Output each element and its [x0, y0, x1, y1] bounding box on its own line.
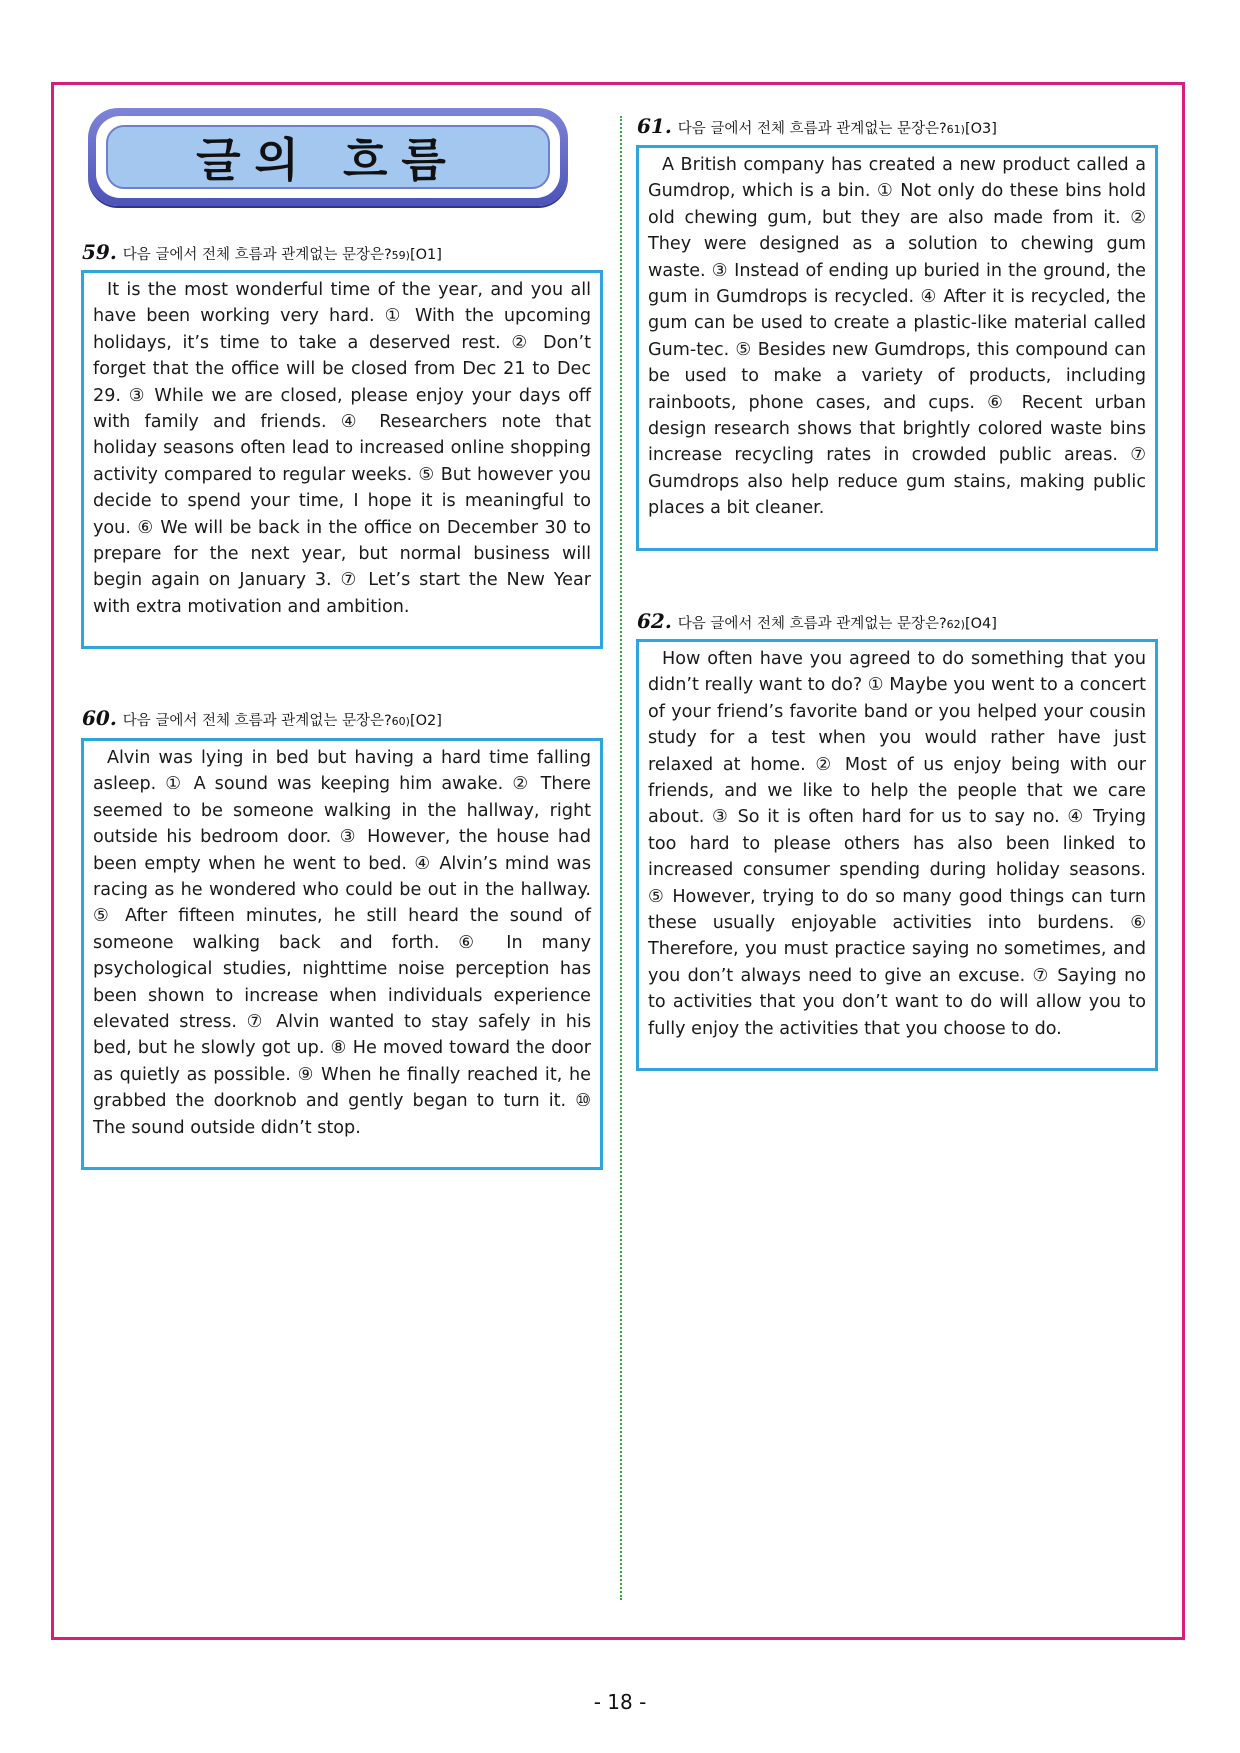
column-divider	[620, 116, 622, 1600]
footnote-ref: 61)	[946, 123, 965, 136]
question-number: 59.	[82, 240, 117, 264]
passage-text: Alvin was lying in bed but having a hard time falling asleep. ① A sound was keeping him awake. ② There seemed to be someone walking in the hallway, right outside his bedroom door. ③ However, the house had been empty when he went to bed. ④ Alvin’s mind was racing as he wondered who could be out in the hallway. ⑤ After fifteen minutes, he still heard the sound of someone walking back and forth. ⑥ In many psychological studies, nighttime noise perception has been shown to increase when individuals experience elevated stress. ⑦ Alvin wanted to stay safely in his bed, but he slowly got up. ⑧ He moved toward the door as quietly as possible. ⑨ When he finally reached it, he grabbed the doorknob and gently began to turn it. ⑩ The sound outside didn’t stop.	[93, 748, 591, 1138]
question-60-passage	[81, 738, 603, 1170]
question-62-header	[637, 609, 997, 633]
question-prompt: 다음 글에서 전체 흐름과 관계없는 문장은?	[677, 121, 947, 137]
question-number: 61.	[637, 114, 672, 138]
question-prompt: 다음 글에서 전체 흐름과 관계없는 문장은?	[122, 713, 392, 729]
footnote-ref: 60)	[391, 715, 410, 728]
question-code: [O2]	[409, 713, 442, 729]
passage-text: How often have you agreed to do something that you didn’t really want to do? ① Maybe you went to a concert of your friend’s favorite band or you helped your cousin study for a test when you would rather have just relaxed at home. ② Most of us enjoy being with our friends, and we like to help the people that we care about. ③ So it is often hard for us to say no. ④ Trying too hard to please others has also been linked to increased consumer spending during holiday seasons. ⑤ However, trying to do so many good things can turn these usually enjoyable activities into burdens. ⑥ Therefore, you must practice saying no sometimes, and you don’t always need to give an excuse. ⑦ Saying no to activities that you don’t want to do will allow you to fully enjoy the activities that you choose to do.	[648, 649, 1146, 1039]
question-prompt: 다음 글에서 전체 흐름과 관계없는 문장은?	[122, 247, 392, 263]
question-61-header	[637, 114, 997, 138]
passage-text: A British company has created a new product called a Gumdrop, which is a bin. ① Not only do these bins hold old chewing gum, but they are also made from it. ② They were designed as a solution to chewing gum waste. ③ Instead of ending up buried in the ground, the gum in Gumdrops is recycled. ④ After it is recycled, the gum can be used to create a plastic-like material called Gum-tec. ⑤ Besides new Gumdrops, this compound can be used to make a variety of products, including rainboots, phone cases, and cups. ⑥ Recent urban design research shows that brightly colored waste bins increase recycling rates in crowded public areas. ⑦ Gumdrops also help reduce gum stains, making public places a bit cleaner.	[648, 155, 1146, 519]
passage-text: It is the most wonderful time of the year, and you all have been working very hard. ① With the upcoming holidays, it’s time to take a deserved rest. ② Don’t forget that the office will be closed from Dec 21 to Dec 29. ③ While we are closed, please enjoy your days off with family and friends. ④ Researchers note that holiday seasons often lead to increased online shopping activity compared to regular weeks. ⑤ But however you decide to spend your time, I hope it is meaningful to you. ⑥ We will be back in the office on December 30 to prepare for the next year, but normal business will begin again on January 3. ⑦ Let’s start the New Year with extra motivation and ambition.	[93, 280, 591, 617]
question-61-passage	[636, 145, 1158, 551]
section-title-badge	[88, 108, 568, 206]
question-59-passage	[81, 270, 603, 649]
footnote-ref: 62)	[946, 618, 965, 631]
question-prompt: 다음 글에서 전체 흐름과 관계없는 문장은?	[677, 616, 947, 632]
question-code: [O1]	[409, 247, 442, 263]
title-badge-inner	[106, 125, 550, 189]
question-59-header	[82, 240, 442, 264]
question-code: [O4]	[964, 616, 997, 632]
page-number: - 18 -	[593, 1690, 647, 1714]
question-60-header	[82, 706, 442, 730]
footnote-ref: 59)	[391, 249, 410, 262]
question-number: 60.	[82, 706, 117, 730]
question-62-passage	[636, 639, 1158, 1071]
section-title: 글의 흐름	[196, 133, 460, 187]
question-number: 62.	[637, 609, 672, 633]
question-code: [O3]	[964, 121, 997, 137]
